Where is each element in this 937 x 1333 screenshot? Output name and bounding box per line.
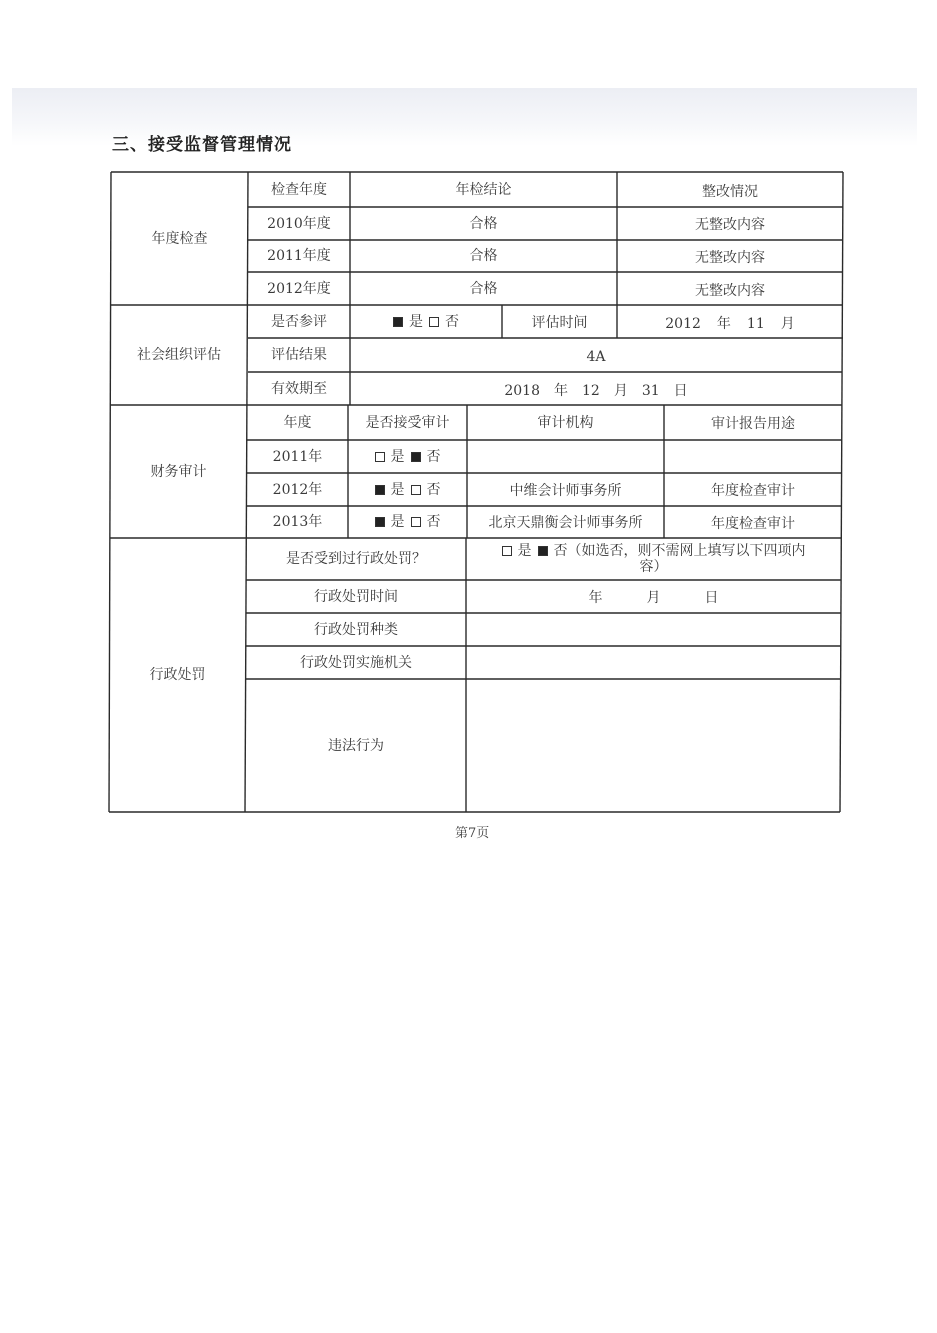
option-no-label: 否	[426, 514, 441, 530]
penalty-received-label: 是否受到过行政处罚？	[286, 551, 426, 567]
annual-inspection-label: 年度检查	[151, 230, 208, 247]
penalty-agency-label: 行政处罚实施机关	[300, 654, 412, 671]
inspection-rectification-header: 整改情况	[702, 184, 758, 200]
option-yes-label: 是	[390, 514, 405, 530]
audit-row-accepted	[348, 440, 467, 473]
valid-month: 12	[581, 383, 600, 399]
violation-value	[466, 679, 840, 812]
audit-row-purpose: 年度检查审计	[711, 483, 795, 499]
penalty-time-value	[466, 580, 841, 616]
inspection-row-year: 2012年度	[267, 280, 331, 297]
penalty-type-value	[466, 613, 841, 646]
inspection-row-conclusion: 合格	[469, 248, 498, 264]
eval-month: 11	[746, 316, 765, 332]
option-yes-label: 是	[390, 448, 405, 465]
audit-row-year: 2012年	[272, 481, 323, 498]
audit-row-purpose	[664, 440, 842, 473]
inspection-year-header: 检查年度	[271, 181, 327, 198]
valid-day: 31	[641, 383, 660, 399]
inspection-row-rectification: 无整改内容	[695, 250, 765, 266]
checkbox-yes	[375, 485, 385, 495]
audit-row-agency	[467, 440, 664, 473]
eval-year-unit: 年	[716, 316, 731, 332]
inspection-row-conclusion: 合格	[469, 280, 498, 297]
valid-year: 2018	[504, 383, 540, 399]
valid-until-label: 有效期至	[271, 380, 327, 397]
audit-row-purpose: 年度检查审计	[711, 516, 795, 532]
audit-agency-header: 审计机构	[537, 414, 594, 431]
option-yes-label: 是	[390, 481, 405, 498]
option-no-label: 否	[553, 543, 568, 559]
eval-month-unit: 月	[780, 316, 795, 332]
checkbox-yes	[502, 546, 512, 556]
checkbox-no	[411, 485, 421, 495]
checkbox-no	[411, 452, 421, 462]
penalty-time-label: 行政处罚时间	[314, 588, 398, 605]
inspection-row-rectification: 无整改内容	[695, 217, 765, 233]
option-no-label: 否	[426, 481, 441, 498]
eval-result-label: 评估结果	[271, 347, 327, 363]
page-number: 第7页	[455, 826, 490, 841]
eval-result-value: 4A	[586, 349, 606, 365]
valid-month-unit: 月	[613, 383, 628, 399]
checkbox-yes	[375, 452, 385, 462]
inspection-row-year: 2011年度	[267, 248, 331, 264]
admin-penalty-label: 行政处罚	[149, 667, 206, 683]
penalty-note: （如选否，则不需网上填写以下四项内	[567, 543, 806, 559]
audit-purpose-header: 审计报告用途	[711, 416, 795, 432]
checkbox-no	[429, 317, 439, 327]
checkbox-no	[538, 546, 548, 556]
option-no-label: 否	[445, 313, 459, 330]
violation-label: 违法行为	[328, 737, 384, 754]
social-org-evaluation-label: 社会组织评估	[137, 347, 221, 363]
audit-row-agency: 北京天鼎衡会计师事务所	[488, 514, 643, 531]
audit-year-header: 年度	[283, 414, 312, 431]
penalty-month-unit: 月	[646, 590, 661, 606]
penalty-received-options	[466, 538, 841, 580]
participated-options	[350, 305, 502, 338]
inspection-row-conclusion: 合格	[469, 215, 498, 232]
checkbox-yes	[375, 517, 385, 527]
audit-row-accepted	[348, 473, 467, 506]
valid-day-unit: 日	[673, 383, 688, 399]
checkbox-no	[411, 517, 421, 527]
inspection-conclusion-header: 年检结论	[455, 181, 512, 198]
checkbox-yes	[393, 317, 403, 327]
audit-row-accepted	[348, 506, 467, 538]
audit-row-year: 2011年	[272, 448, 323, 465]
audit-row-year: 2013年	[272, 514, 323, 530]
section-heading: 三、接受监督管理情况	[112, 135, 292, 155]
penalty-day-unit: 日	[704, 590, 719, 606]
penalty-type-label: 行政处罚种类	[314, 621, 398, 638]
valid-year-unit: 年	[553, 383, 568, 399]
audit-accepted-header: 是否接受审计	[365, 414, 450, 431]
option-yes-label: 是	[409, 313, 423, 330]
option-no-label: 否	[426, 448, 441, 465]
penalty-agency-value	[466, 646, 841, 679]
penalty-year-unit: 年	[588, 590, 603, 606]
penalty-note-continued: 容）	[639, 559, 668, 575]
penalty-options-line	[502, 543, 806, 559]
participated-label: 是否参评	[271, 313, 327, 330]
eval-year: 2012	[665, 316, 701, 332]
eval-time-label: 评估时间	[531, 315, 588, 331]
financial-audit-label: 财务审计	[150, 463, 207, 480]
option-yes-label: 是	[517, 543, 532, 559]
inspection-row-rectification: 无整改内容	[695, 282, 765, 299]
audit-row-agency: 中维会计师事务所	[509, 483, 622, 499]
inspection-row-year: 2010年度	[267, 215, 331, 232]
